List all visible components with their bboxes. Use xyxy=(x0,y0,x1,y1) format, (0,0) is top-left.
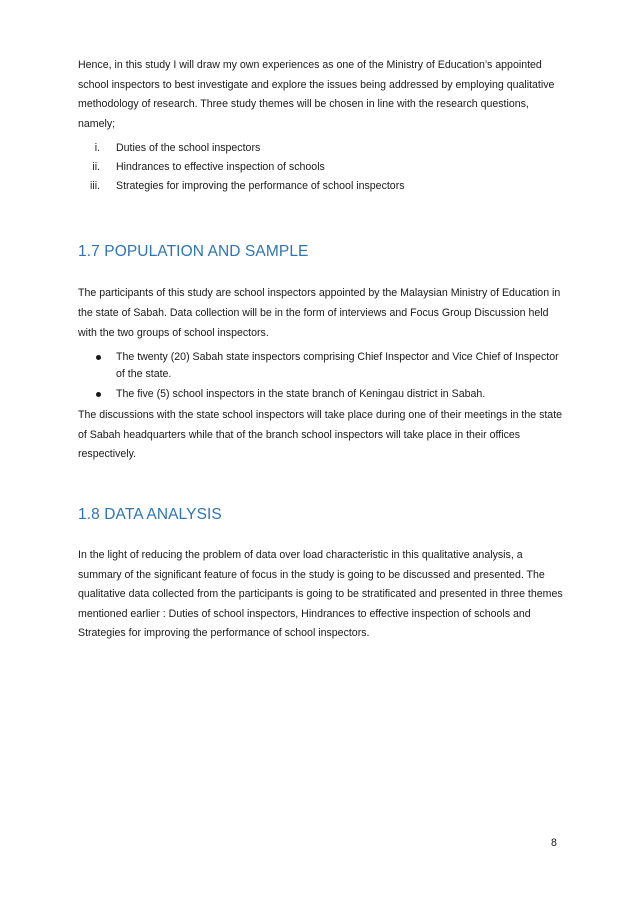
page-content xyxy=(78,56,568,644)
list-item-number: iii. xyxy=(89,180,100,193)
list-item-number: i. xyxy=(94,142,100,155)
discussion-paragraph: The discussions with the state school inspectors will take place during one of their meetings in the state of Sabah headquarters while that of the branch school inspectors will take place in their offices respectively. xyxy=(78,409,563,461)
list-item xyxy=(78,139,568,158)
bullet-icon xyxy=(96,392,101,397)
list-item-text: The twenty (20) Sabah state inspectors comprising Chief Inspector and Vice Chief of Inspector of the state. xyxy=(116,351,559,381)
list-item-text: Hindrances to effective inspection of schools xyxy=(116,161,325,174)
data-analysis-paragraph: In the light of reducing the problem of data over load characteristic in this qualitative analysis, a summary of the significant feature of focus in the study is going to be discussed and presented. The qualitative data collected from the participants is going to be stratificated and presented in three themes mentioned earlier : Duties of school inspectors, Hindrances to effective inspection of schools and Strategies for improving the performance of school inspectors. xyxy=(78,548,563,640)
study-themes-list xyxy=(78,139,568,196)
list-item-text: Strategies for improving the performance of school inspectors xyxy=(116,180,405,193)
list-item xyxy=(78,349,568,383)
list-item xyxy=(78,386,568,403)
list-item-text: The five (5) school inspectors in the state branch of Keningau district in Sabah. xyxy=(116,388,486,401)
population-paragraph: The participants of this study are school inspectors appointed by the Malaysian Ministry of Education in the state of Sabah. Data collection will be in the form of interviews and Focus Group Discussion held with the two groups of school inspectors. xyxy=(78,287,561,339)
page-number: 8 xyxy=(551,837,557,849)
section-heading-population: 1.7 POPULATION AND SAMPLE xyxy=(78,243,309,261)
intro-paragraph: Hence, in this study I will draw my own experiences as one of the Ministry of Education’s appointed school inspectors to best investigate and explore the issues being addressed by employing qualitative methodology of research. Three study themes will be chosen in line with the research questions, namely; xyxy=(78,59,555,130)
section-heading-data-analysis: 1.8 DATA ANALYSIS xyxy=(78,505,222,523)
list-item-text: Duties of the school inspectors xyxy=(116,142,261,155)
list-item xyxy=(78,177,568,196)
participants-bullet-list xyxy=(78,349,568,403)
list-item xyxy=(78,158,568,177)
list-item-number: ii. xyxy=(92,161,100,174)
bullet-icon xyxy=(96,355,101,360)
